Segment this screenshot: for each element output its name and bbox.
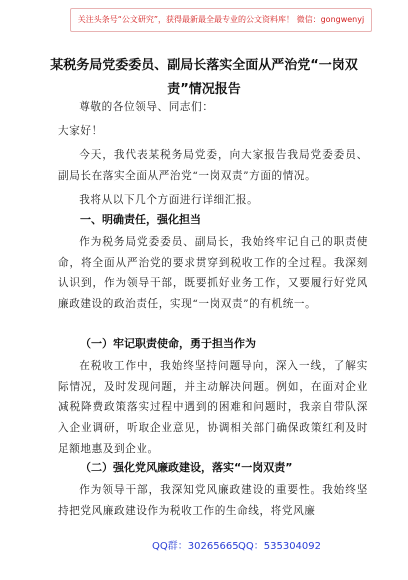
subsection-heading-2: （二）强化党风廉政建设，落实“一岗双责”: [80, 461, 293, 474]
document-title-line-1: 某税务局党委委员、副局长落实全面从严治党“一岗双: [50, 58, 358, 73]
subsection-heading-1: （一）牢记职责使命，勇于担当作为: [80, 337, 256, 350]
paragraph-subsection-2: 作为领导干部，我深知党风廉政建设的重要性。我始终坚持把党风廉政建设作为税收工作的生命线，将党风廉: [58, 484, 368, 517]
paragraph-intro: 今天，我代表某税务局党委，向大家报告我局党委委员、副局长在落实全面从严治党“一岗双责”方面的情况。: [58, 149, 368, 182]
greeting: 大家好！: [58, 125, 103, 137]
promo-banner: 关注头条号“公文研究”，获得最新最全最专业的公文资料库！ 微信：gongwenyj: [70, 8, 372, 32]
footer-qq: QQ：535304092: [238, 541, 322, 552]
paragraph-subsection-1: 在税收工作中，我始终坚持问题导向，深入一线，了解实际情况，及时发现问题，并主动解决问题。例如，在面对企业减税降费政策落实过程中遇到的困难和问题时，我亲自带队深入企业调研，听取企业意见，协调相关部门确保政策红利及时足额地惠及到企业。: [58, 360, 368, 455]
paragraph-outline: 我将从以下几个方面进行详细汇报。: [79, 194, 259, 206]
section-heading-1: 一、明确责任，强化担当: [80, 213, 201, 226]
footer-contact: [0, 537, 408, 551]
footer-qq-group: QQ群：30265665: [152, 541, 239, 552]
paragraph-section-1: 作为税务局党委委员、副局长，我始终牢记自己的职责使命，将全面从严治党的要求贯穿到税收工作的全过程。我深刻认识到，作为领导干部，既要抓好业务工作，又要履行好党风廉政建设的政治责任，实现“一岗双责”的有机统一。: [58, 236, 368, 311]
document-title-line-2: 责”情况报告: [167, 82, 241, 97]
salutation: 尊敬的各位领导、同志们：: [79, 101, 214, 113]
